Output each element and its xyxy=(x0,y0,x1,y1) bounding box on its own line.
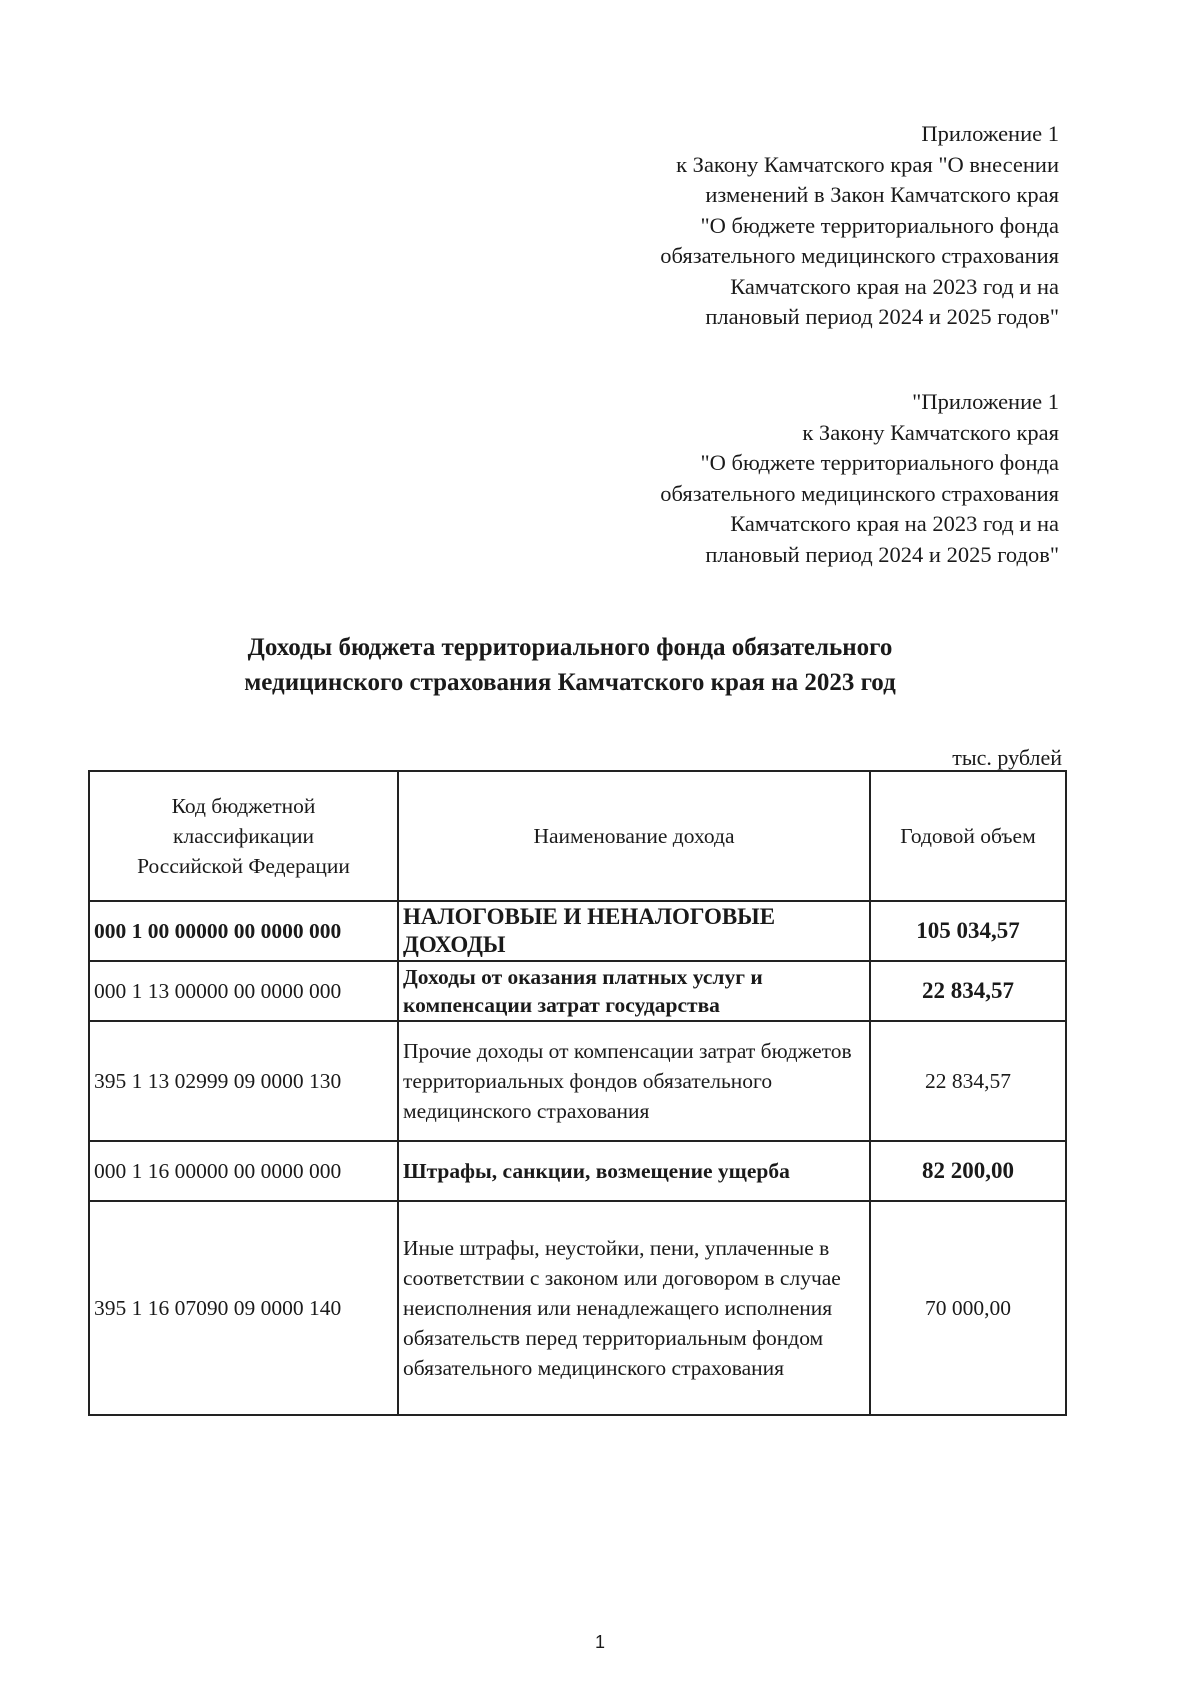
table-row xyxy=(89,901,1066,961)
annex-line: плановый период 2024 и 2025 годов" xyxy=(705,541,1059,567)
row-value: 70 000,00 xyxy=(870,1201,1066,1415)
page-number: 1 xyxy=(594,1632,605,1652)
annex-line: Камчатского края на 2023 год и на xyxy=(730,273,1059,299)
annex-line: к Закону Камчатского края "О внесении xyxy=(676,151,1059,177)
annex-line: "Приложение 1 xyxy=(912,389,1059,414)
row-name: Штрафы, санкции, возмещение ущерба xyxy=(398,1141,870,1201)
row-code: 000 1 00 00000 00 0000 000 xyxy=(89,901,398,961)
row-code: 395 1 13 02999 09 0000 130 xyxy=(89,1021,398,1141)
title-line-1: Доходы бюджета территориального фонда обязательного xyxy=(247,634,893,661)
table-row xyxy=(89,1141,1066,1201)
row-code: 000 1 16 00000 00 0000 000 xyxy=(89,1141,398,1201)
row-value: 82 200,00 xyxy=(870,1141,1066,1201)
row-value: 22 834,57 xyxy=(870,1021,1066,1141)
annex-line: обязательного медицинского страхования xyxy=(660,243,1059,268)
annex-line: "О бюджете территориального фонда xyxy=(700,450,1059,475)
annex-note-current xyxy=(660,119,1059,333)
row-code: 395 1 16 07090 09 0000 140 xyxy=(89,1201,398,1415)
row-name: Иные штрафы, неустойки, пени, уплаченные в соответствии с законом или договором в случае неисполнения или ненадлежащего исполнения обязательств перед территориальным фондом обязательного медицинского страхования xyxy=(398,1201,870,1415)
header-code: Код бюджетной классификации Российской Федерации xyxy=(89,771,398,901)
title-line-2: медицинского страхования Камчатского края на 2023 год xyxy=(244,669,896,696)
header-value: Годовой объем xyxy=(870,771,1066,901)
table-row xyxy=(89,1201,1066,1415)
annex-line: Камчатского края на 2023 год и на xyxy=(730,511,1059,536)
row-name: НАЛОГОВЫЕ И НЕНАЛОГОВЫЕ ДОХОДЫ xyxy=(398,901,870,961)
annex-line: изменений в Закон Камчатского края xyxy=(705,182,1059,207)
annex-line: Приложение 1 xyxy=(921,121,1059,146)
row-name: Прочие доходы от компенсации затрат бюджетов территориальных фондов обязательного медицинского страхования xyxy=(398,1021,870,1141)
table-row xyxy=(89,961,1066,1021)
table-row xyxy=(89,1021,1066,1141)
row-value: 22 834,57 xyxy=(870,961,1066,1021)
row-name: Доходы от оказания платных услуг и компенсации затрат государства xyxy=(398,961,870,1021)
annex-line: к Закону Камчатского края xyxy=(802,419,1059,445)
table-header-row xyxy=(89,771,1066,901)
annex-line: "О бюджете территориального фонда xyxy=(700,212,1059,238)
annex-line: плановый период 2024 и 2025 годов" xyxy=(705,304,1059,329)
row-code: 000 1 13 00000 00 0000 000 xyxy=(89,961,398,1021)
annex-line: обязательного медицинского страхования xyxy=(660,480,1059,506)
units-label: тыс. рублей xyxy=(952,745,1062,770)
document-title xyxy=(100,630,1040,700)
row-value: 105 034,57 xyxy=(870,901,1066,961)
income-table xyxy=(88,770,1067,1416)
annex-note-original xyxy=(660,387,1059,570)
header-name: Наименование дохода xyxy=(398,771,870,901)
